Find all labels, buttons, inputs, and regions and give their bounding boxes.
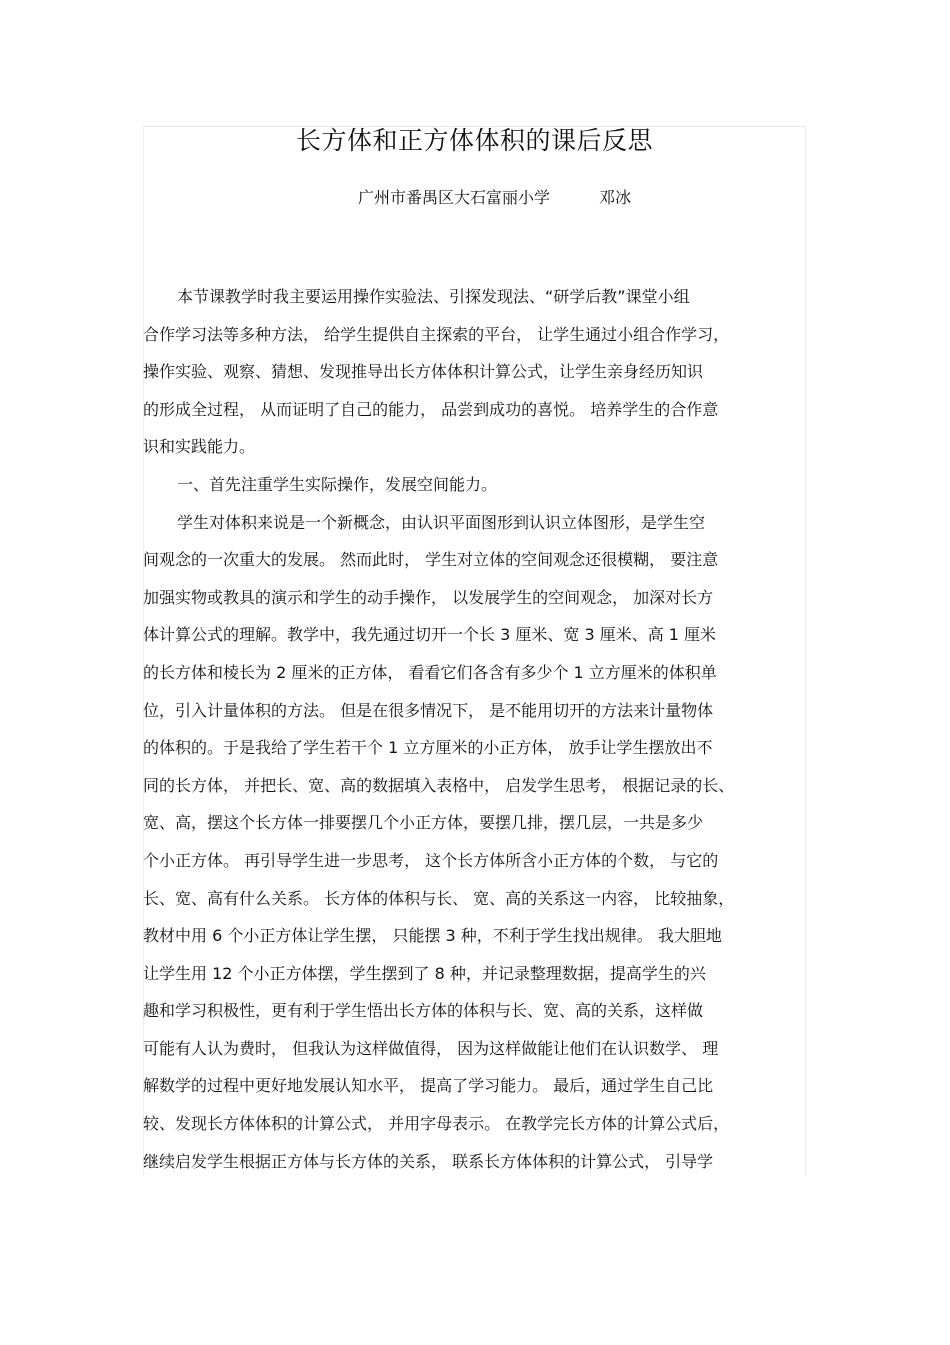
author-name: 邓冰 [599,188,632,207]
text-line: 的体积的。于是我给了学生若干个 1 立方厘米的小正方体， 放手让学生摆放出不 [143,738,713,758]
text-line: 较、发现长方体体积的计算公式， 并用字母表示。 在教学完长方体的计算公式后， [143,1114,730,1134]
school-name: 广州市番禺区大石富丽小学 [358,188,551,207]
text-line: 趣和学习积极性，更有利于学生悟出长方体的体积与长、宽、高的关系，这样做 [143,1001,704,1021]
text-line: 的长方体和棱长为 2 厘米的正方体， 看看它们各含有多少个 1 立方厘米的体积单 [143,662,717,682]
text-line: 合作学习法等多种方法， 给学生提供自主探索的平台， 让学生通过小组合作学习， [143,324,730,344]
document-title: 长方体和正方体体积的课后反思 [295,126,653,155]
body-text [143,284,806,1186]
text-line: 位，引入计量体积的方法。 但是在很多情况下， 是不能用切开的方法来计量物体 [143,700,714,720]
text-line: 个小正方体。 再引导学生进一步思考， 这个长方体所含小正方体的个数， 与它的 [143,850,719,870]
text-line: 加强实物或教具的演示和学生的动手操作， 以发展学生的空间观念， 加深对长方 [143,587,714,607]
text-line: 的形成全过程， 从而证明了自己的能力， 品尝到成功的喜悦。 培养学生的合作意 [143,399,719,419]
text-line: 间观念的一次重大的发展。 然而此时， 学生对立体的空间观念还很模糊， 要注意 [143,550,719,570]
text-line: 长、宽、高有什么关系。 长方体的体积与长、 宽、高的关系这一内容， 比较抽象， [143,888,735,908]
text-line: 解数学的过程中更好地发展认知水平， 提高了学习能力。 最后，通过学生自己比 [143,1076,714,1096]
text-line: 操作实验、观察、猜想、发现推导出长方体体积计算公式，让学生亲身经历知识 [143,362,704,382]
text-line: 体计算公式的理解。教学中，我先通过切开一个长 3 厘米、宽 3 厘米、高 1 厘米 [143,625,717,645]
text-line: 宽、高，摆这个长方体一排要摆几个小正方体，要摆几排，摆几层，一共是多少 [143,813,704,833]
text-line: 本节课教学时我主要运用操作实验法、引探发现法、“研学后教”课堂小组 [177,287,690,306]
text-line: 教材中用 6 个小正方体让学生摆， 只能摆 3 种，不利于学生找出规律。 我大胆地 [143,926,722,946]
text-line: 同的长方体， 并把长、宽、高的数据填入表格中， 启发学生思考， 根据记录的长、 [143,775,735,795]
text-line: 让学生用 12 个小正方体摆，学生摆到了 8 种，并记录整理数据，提高学生的兴 [143,963,706,983]
byline [358,187,631,209]
text-line: 学生对体积来说是一个新概念，由认识平面图形到认识立体图形，是学生空 [177,512,706,532]
text-line: 一、首先注重学生实际操作，发展空间能力。 [177,474,498,494]
text-line: 识和实践能力。 [143,437,256,457]
text-line: 继续启发学生根据正方体与长方体的关系， 联系长方体体积的计算公式， 引导学 [143,1151,714,1171]
text-line: 可能有人认为费时， 但我认为这样做值得， 因为这样做能让他们在认识数学、 理 [143,1038,719,1058]
